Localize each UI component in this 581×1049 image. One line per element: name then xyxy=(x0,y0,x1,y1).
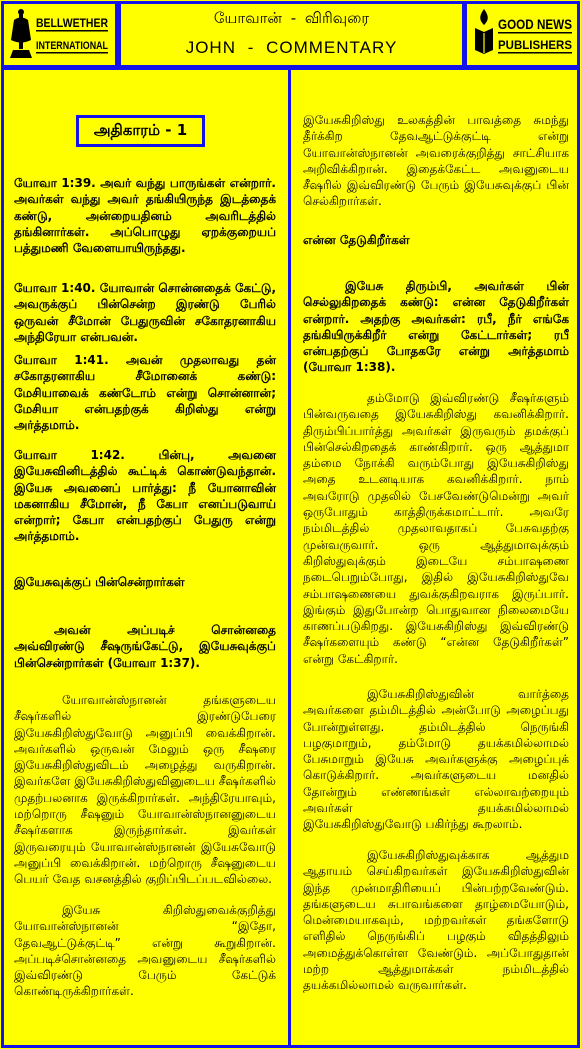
chapter-label: அதிகாரம் - 1 xyxy=(93,121,188,139)
commentary-paragraph: தம்மோடு இவ்விரண்டு சீஷர்களும் பின்வருவதை இயேசுகிறிஸ்து கவனிக்கிறார். திரும்பிப்பார்த்து அவர்கள் இருவரும் தமக்குப் பின்செல்கிறதைக் காண்கிறார். ஒரு ஆத்துமா தம்மை நோக்கி வரும்போது இயேசுகிறிஸ்து அதை உடனடியாக கவனிக்கிறார். நாம் அவரோடு முதலில் பேசவேண்டுமென்று அவர் ஒருபோதும் காத்திருக்கமாட்டார். அவரே நம்மிடத்தில் முதலாவதாகப் பேசுவதற்கு முன்வருவார். ஒரு ஆத்துமாவுக்கும் கிறிஸ்துவுக்கும் இடையே சம்பாஷணை நடைபெறும்போது, இதில் இயேசுகிறிஸ்துவே சம்பாஷணையை துவக்குகிறவராக இருப்பார். இங்கும் இதுபோன்ற பொதுவான நிலைமையே காணப்படுகிறது. இயேசுகிறிஸ்து இவ்விரண்டு சீஷர்களையும் கண்டு “என்ன தேடுகிறீர்கள்” என்று கேட்கிறார். xyxy=(303,391,569,666)
logo-underline xyxy=(36,52,108,54)
bellwether-logo xyxy=(4,4,115,65)
verse-1-42: யோவா 1:42. பின்பு, அவனை இயேசுவினிடத்தில் கூட்டிக் கொண்டுவந்தான். இயேசு அவனைப் பார்த்து: நீ யோனாவின் மகனாகிய சீமோன், நீ கேபா எனப்படுவாய் என்றார்; கேபா என்பதற்குப் பேதுரு என்று அர்த்தமாம். xyxy=(14,448,276,544)
section-heading: இயேசுவுக்குப் பின்சென்றார்கள் xyxy=(14,575,185,589)
commentary-paragraph: இயேசுகிறிஸ்து உலகத்தின் பாவத்தை சுமந்து தீர்க்கிற தேவஆட்டுக்குட்டி என்று யோவான்ஸ்நானன் அவரைக்குறித்து சாட்சியாக அறிவிக்கிறான். இதைக்கேட்ட அவனுடைய சீஷரில் இவ்விரண்டு பேரும் இயேசுவுக்குப் பின் செல்கிறார்கள். xyxy=(303,113,569,209)
good-news-logo xyxy=(467,4,577,65)
commentary-paragraph: இயேசு கிறிஸ்துவைக்குறித்து யோவான்ஸ்நானன் “இதோ, தேவஆட்டுக்குட்டி” என்று கூறுகிறான். அப்படிச்சொன்னதை அவனுடைய சீஷர்களில் இவ்விரண்டு பேரும் கேட்டுக் கொண்டிருக்கிறார்கள். xyxy=(14,903,276,999)
commentary-paragraph: இயேசுகிறிஸ்துவுக்காக ஆத்தும ஆதாயம் செய்கிறவர்கள் இயேசுகிறிஸ்துவின் இந்த முன்மாதிரியைப் பின்பற்றவேண்டும். தங்களுடைய சுபாவங்களை தாழ்மையோடும், மென்மையாகவும், மற்றவர்கள் தங்களோடு எளிதில் நெருங்கிப் பழகும் விதத்திலும் அமைத்துக்கொள்ள வேண்டும். அப்போதுதான் மற்ற ஆத்துமாக்கள் நம்மிடத்தில் தயக்கமில்லாமல் வருவார்கள். xyxy=(303,848,569,993)
logo-text-international: INTERNATIONAL xyxy=(36,40,109,52)
chapter-label-box xyxy=(76,115,205,147)
left-column xyxy=(4,70,288,1045)
logo-underline xyxy=(498,52,572,54)
right-column xyxy=(291,70,577,1045)
section-verse: அவன் அப்படிச் சொன்னதை அவ்விரண்டு சீஷருங்கேட்டு, இயேசுவுக்குப் பின்சென்றார்கள் (யோவா 1:37). xyxy=(14,623,276,670)
header-title-box xyxy=(118,1,465,68)
section-heading: என்ன தேடுகிறீர்கள் xyxy=(303,233,410,247)
header-logo-right xyxy=(464,1,580,68)
commentary-paragraph: இயேசுகிறிஸ்துவின் வார்த்தை அவர்களை தம்மிடத்தில் அன்போடு அழைப்பது போன்றுள்ளது. தம்மிடத்தில் நெருங்கி பழகுமாறும், தம்மோடு தயக்கமில்லாமல் பேசுமாறும் இயேசு அவர்களுக்கு அழைப்புக் கொடுக்கிறார். அவர்களுடைய மனதில் தோன்றும் எண்ணங்கள் எல்லாவற்றையும் அவர்கள் தயக்கமில்லாமல் இயேசுகிறிஸ்துவோடு பகிர்ந்து கூறலாம். xyxy=(303,687,569,832)
logo-text-publishers: PUBLISHERS xyxy=(498,38,572,52)
verse-1-39: யோவா 1:39. அவர் வந்து பாருங்கள் என்றார். அவர்கள் வந்து அவர் தங்கியிருந்த இடத்தைக் கண்டு, அன்றையதினம் அவரிடத்தில் தங்கினார்கள். அப்பொழுது ஏறக்குறையப் பத்துமணி வேளையாயிருந்தது. xyxy=(14,176,276,256)
section-verse: இயேசு திரும்பி, அவர்கள் பின் செல்லுகிறதைக் கண்டு: என்ன தேடுகிறீர்கள் என்றார். அதற்கு அவர்கள்: ரபீ, நீர் எங்கே தங்கியிருக்கிறீர் என்று கேட்டார்கள்; ரபீ என்பதற்குப் போதகரே என்று அர்த்தமாம் (யோவா 1:38). xyxy=(303,279,569,375)
logo-text-good-news: GOOD NEWS xyxy=(498,16,572,32)
bellwether-lamp-icon xyxy=(10,9,32,58)
logo-underline xyxy=(36,30,108,32)
title-tamil: யோவான் - விரிவுரை xyxy=(213,9,370,27)
header-logo-left xyxy=(1,1,118,68)
verse-1-41: யோவா 1:41. அவன் முதலாவது தன் சகோதரனாகிய சீமோனைக் கண்டு: மேசியாவைக் கண்டோம் என்று சொன்னான்; மேசியா என்பதற்குக் கிறிஸ்து என்று அர்த்தமாம். xyxy=(14,353,276,433)
good-news-book-icon xyxy=(475,9,493,54)
title-english: JOHN - COMMENTARY xyxy=(185,38,398,57)
verse-1-40: யோவா 1:40. யோவான் சொன்னதைக் கேட்டு, அவருக்குப் பின்சென்ற இரண்டு பேரில் ஒருவன் சீமோன் பேதுருவின் சகோதரனாகிய அந்திரேயா என்பவன். xyxy=(14,281,276,344)
logo-underline xyxy=(498,32,572,34)
logo-text-bellwether: BELLWETHER xyxy=(36,16,109,30)
commentary-paragraph: யோவான்ஸ்நானன் தங்களுடைய சீஷர்களில் இரண்டுபேரை இயேசுகிறிஸ்துவோடு அனுப்பி வைக்கிறான். அவர்களில் ஒருவன் மேலும் ஒரு சீஷரை இயேசுகிறிஸ்துவிடம் அழைத்து வருகிறான். இவர்களே இயேசுகிறிஸ்துவினுடைய சீஷர்களில் முதற்பலனாக இருக்கிறார்கள். அந்திரேயாவும், மற்றொரு சீஷனும் யோவான்ஸ்நானனுடைய சீஷர்களாக இருந்தார்கள். இவர்கள் இருவரையும் யோவான்ஸ்நானன் இயேசுவோடு அனுப்பி வைக்கிறான். மற்றொரு சீஷனுடைய பெயர் வேத வசனத்தில் குறிப்பிடப்படவில்லை. xyxy=(14,693,276,887)
